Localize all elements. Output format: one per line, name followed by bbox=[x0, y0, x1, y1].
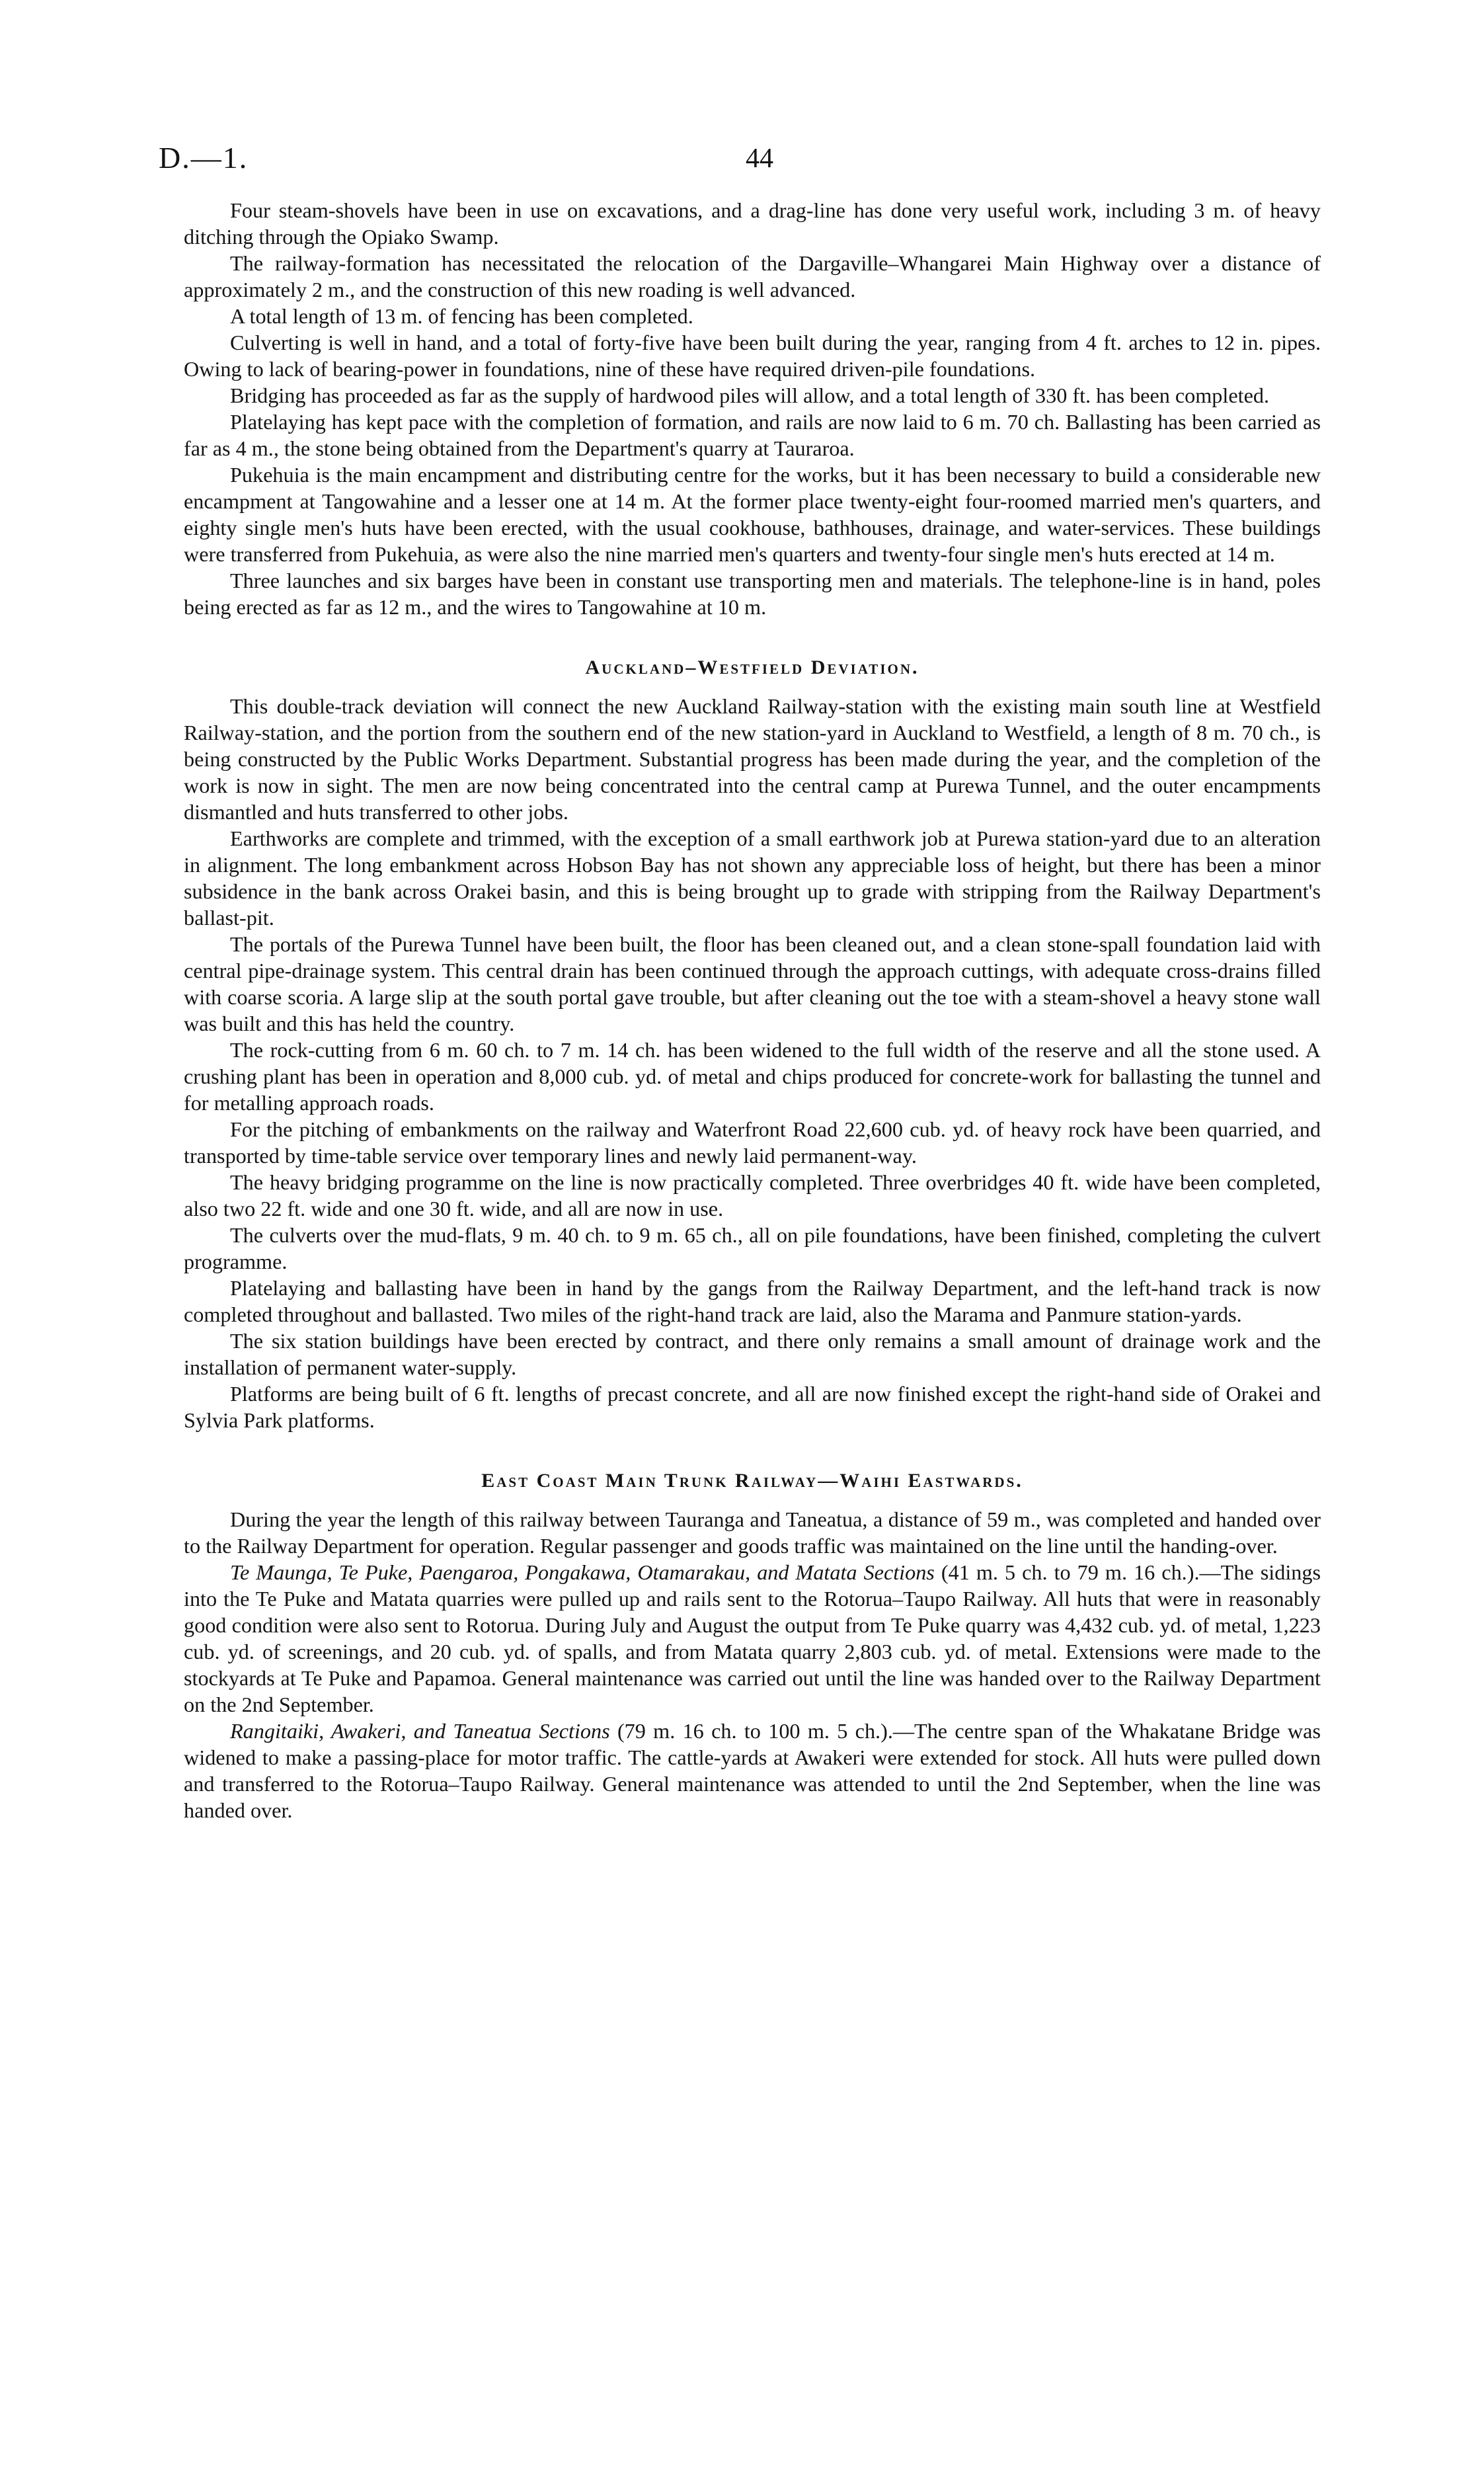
paragraph-launches: Three launches and six barges have been in constant use transporting men and materials. The telephone-line is in hand, poles being erected as far as 12 m., and the wires to Tangowahine at 10 m. bbox=[184, 569, 1321, 619]
paragraph-earthworks: Earthworks are complete and trimmed, with the exception of a small earthwork job at Purewa station-yard due to an alteration in alignment. The long embankment across Hobson Bay has not shown any appreciable loss of height, but there has been a minor subsidence in the bank across Orakei basin, and this is being brought up to grade with stripping from the Railway Department's ballast-pit. bbox=[184, 826, 1321, 930]
section-body-rangitaiki: (79 m. 16 ch. to 100 m. 5 ch.).—The centre span of the Whakatane Bridge was widened to make a passing-place for motor traffic. The cattle-yards at Awakeri were extended for stock. All huts were pulled down and transferred to the Rotorua–Taupo Railway. General maintenance was attended to until the 2nd September, when the line was handed over. bbox=[184, 1719, 1321, 1822]
heading-spacer bbox=[184, 681, 1321, 693]
page-header bbox=[159, 140, 1322, 186]
heading-spacer bbox=[184, 1494, 1321, 1506]
paragraph-purewa-tunnel: The portals of the Purewa Tunnel have been built, the floor has been cleaned out, and a clean stone-spall foundation laid with central pipe-drainage system. This central drain has been continued through the approach cuttings, with adequate cross-drains filled with coarse scoria. A large slip at the south portal gave trouble, but after cleaning out the toe with a steam-shovel a heavy stone wall was built and this has held the country. bbox=[184, 932, 1321, 1035]
paragraph-culverts-mud-flats: The culverts over the mud-flats, 9 m. 40 ch. to 9 m. 65 ch., all on pile foundations, have been finished, completing the culvert programme. bbox=[184, 1223, 1321, 1273]
page-body bbox=[184, 197, 1321, 1823]
section-title-rangitaiki: Rangitaiki, Awakeri, and Taneatua Sections bbox=[230, 1719, 610, 1743]
paragraph-platforms: Platforms are being built of 6 ft. lengths of precast concrete, and all are now finished except the right-hand side of Orakei and Sylvia Park platforms. bbox=[184, 1382, 1321, 1432]
paragraph-fencing: A total length of 13 m. of fencing has been completed. bbox=[230, 304, 693, 328]
paragraph-steam-shovels: Four steam-shovels have been in use on excavations, and a drag-line has done very useful work, including 3 m. of heavy ditching through the Opiako Swamp. bbox=[184, 198, 1321, 249]
paragraph-highway-relocation: The railway-formation has necessitated the relocation of the Dargaville–Whangarei Main Highway over a distance of approximately 2 m., and the construction of this new roading is well advanced. bbox=[184, 251, 1321, 301]
paragraph-station-buildings: The six station buildings have been erected by contract, and there only remains a small amount of drainage work and the installation of permanent water-supply. bbox=[184, 1329, 1321, 1379]
paragraph-bridging-programme: The heavy bridging programme on the line is now practically completed. Three overbridges 40 ft. wide have been completed, also two 22 ft. wide and one 30 ft. wide, and all are now in use. bbox=[184, 1170, 1321, 1220]
paragraph-bridging: Bridging has proceeded as far as the supply of hardwood piles will allow, and a total length of 330 ft. has been completed. bbox=[230, 383, 1270, 407]
section-title-te-maunga: Te Maunga, Te Puke, Paengaroa, Pongakawa, Otamarakau, and Matata Sections bbox=[230, 1560, 935, 1584]
paragraph-te-maunga-sections bbox=[184, 1559, 1321, 1718]
paragraph-culverting: Culverting is well in hand, and a total of forty-five have been built during the year, ranging from 4 ft. arches to 12 in. pipes. Owing to lack of bearing-power in foundations, nine of these have required driven-pile foundations. bbox=[184, 331, 1321, 381]
paragraph-platelaying-ballasting: Platelaying and ballasting have been in hand by the gangs from the Railway Department, and the left-hand track is now completed throughout and ballasted. Two miles of the right-hand track are laid, also the Marama and Panmure station-yards. bbox=[184, 1276, 1321, 1326]
paragraph-pitching: For the pitching of embankments on the railway and Waterfront Road 22,600 cub. yd. of heavy rock have been quarried, and transported by time-table service over temporary lines and newly laid permanent-way. bbox=[184, 1117, 1321, 1168]
page-number: 44 bbox=[746, 143, 773, 174]
section-heading-auckland-westfield: Auckland–Westfield Deviation. bbox=[585, 657, 919, 678]
paragraph-rock-cutting: The rock-cutting from 6 m. 60 ch. to 7 m. 14 ch. has been widened to the full width of the reserve and all the stone used. A crushing plant has been in operation and 8,000 cub. yd. of metal and chips produced for concrete-work for ballasting the tunnel and for metalling approach roads. bbox=[184, 1038, 1321, 1115]
paragraph-encampment: Pukehuia is the main encampment and distributing centre for the works, but it has been necessary to build a considerable new encampment at Tangowahine and a lesser one at 14 m. At the former place twenty-eight four-roomed married men's quarters, and eighty single men's huts have been erected, with the usual cookhouse, bathhouses, drainage, and water-services. These buildings were transferred from Pukehuia, as were also the nine married men's quarters and twenty-four single men's huts erected at 14 m. bbox=[184, 463, 1321, 566]
document-reference: D.—1. bbox=[159, 141, 249, 175]
paragraph-deviation-overview: This double-track deviation will connect the new Auckland Railway-station with the existing main south line at Westfield Railway-station, and the portion from the southern end of the new station-yard in Auckland to Westfield, a length of 8 m. 70 ch., is being constructed by the Public Works Department. Substantial progress has been made during the year, and the completion of the work is now in sight. The men are now being concentrated into the central camp at Purewa Tunnel, and the outer encampments dismantled and huts transferred to other jobs. bbox=[184, 694, 1321, 824]
paragraph-tauranga-taneatua: During the year the length of this railway between Tauranga and Taneatua, a distance of 59 m., was completed and handed over to the Railway Department for operation. Regular passenger and goods traffic was maintained on the line until the handing-over. bbox=[184, 1507, 1321, 1558]
section-heading-east-coast: East Coast Main Trunk Railway—Waihi Eastwards. bbox=[481, 1470, 1023, 1492]
section-body-te-maunga: (41 m. 5 ch. to 79 m. 16 ch.).—The sidings into the Te Puke and Matata quarries were pulled up and rails sent to the Rotorua–Taupo Railway. All huts that were in reasonably good condition were also sent to Rotorua. During July and August the output from Te Puke quarry was 4,432 cub. yd. of metal, 1,223 cub. yd. of screenings, and 20 cub. yd. of spalls, and from Matata quarry 2,803 cub. yd. of metal. Extensions were made to the stockyards at Te Puke and Papamoa. General maintenance was carried out until the line was handed over to the Railway Department on the 2nd September. bbox=[184, 1560, 1321, 1716]
paragraph-platelaying: Platelaying has kept pace with the completion of formation, and rails are now laid to 6 m. 70 ch. Ballasting has been carried as far as 4 m., the stone being obtained from the Department's quarry at Tauraroa. bbox=[184, 410, 1321, 460]
paragraph-rangitaiki-sections bbox=[184, 1718, 1321, 1823]
section-spacer bbox=[184, 620, 1321, 655]
section-spacer bbox=[184, 1433, 1321, 1468]
